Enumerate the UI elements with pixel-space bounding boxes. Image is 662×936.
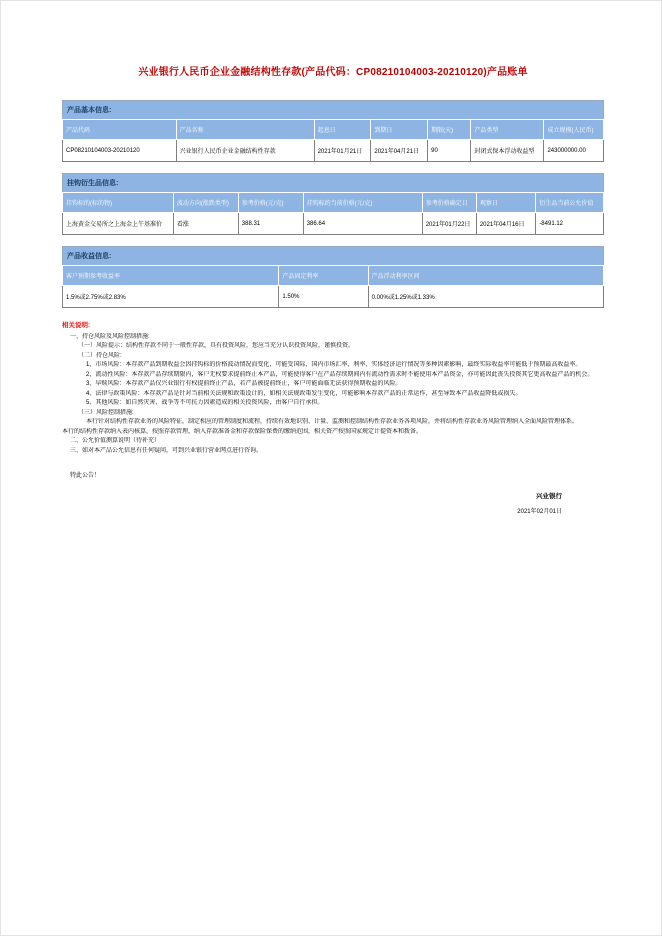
cell-maturity-date: 2021年04月21日 [371, 140, 428, 162]
derivative-info-section [62, 173, 604, 235]
cell-product-type: 封闭式保本浮动收益型 [471, 140, 544, 162]
column-header-current-price: 挂钩标的当前价格(元/克) [303, 193, 422, 213]
cell-expected-yield: 1.5%或2.75%或2.83% [63, 286, 279, 308]
note-line: 1、市场风险：本存款产品到期收益会因挂钩标的价格波动情况而变化，可能受国际、国内市场汇率、利率、实体经济运行情况等多种因素影响，最终实际收益率可能低于预期最高收益率。 [86, 362, 582, 369]
column-header-observation-date: 观察日 [476, 193, 536, 213]
basic-info-section [62, 100, 604, 162]
basic-info-section-header: 产品基本信息: [62, 100, 604, 119]
cell-current-price: 386.64 [303, 213, 422, 235]
cell-observation-date: 2021年04月16日 [476, 213, 536, 235]
note-line: 三、如对本产品公允信息有任何疑问，可到兴业银行营业网点进行咨询。 [70, 447, 263, 454]
note-line: 本行针对结构性存款业务的风险特征，制定相应的管理制度和流程，持续有效地识别、计量、监测和控制结构性存款业务各项风险，并将结构性存款业务风险管理纳入全面风险管理体系。 [86, 419, 579, 426]
cell-floating-range: 0.00%或1.25%或1.33% [368, 286, 603, 308]
column-header-reference-price: 参考价格(元/克) [238, 193, 303, 213]
column-header-fair-value: 衍生品当前公允价值 [536, 193, 604, 213]
cell-reference-price: 388.31 [238, 213, 303, 235]
bank-name: 兴业银行 [536, 493, 562, 501]
basic-info-data-row [63, 140, 604, 162]
page-title: 兴业银行人民币企业金融结构性存款(产品代码：CP08210104003-20210120)产品账单 [138, 67, 528, 78]
income-info-table [62, 265, 604, 308]
column-header-product-code: 产品代码 [63, 120, 177, 140]
income-info-data-row [63, 286, 604, 308]
note-line: 4、法律与政策风险：本存款产品是针对当前相关法规和政策设计的，如相关法规政策发生变化，可能影响本存款产品的正常运作，甚至导致本产品收益降低或损失。 [86, 390, 522, 397]
cell-price-fixing-date: 2021年01月22日 [422, 213, 476, 235]
column-header-floating-range: 产品浮动利率区间 [368, 266, 603, 286]
note-line: 本行的结构性存款纳入表内核算，按照存款管理，纳入存款准备金和存款保险保费的缴纳范围，相关资产按照国家规定计提资本和拨备。 [62, 428, 423, 435]
column-header-price-fixing-date: 参考价格确定日 [422, 193, 476, 213]
basic-info-table [62, 119, 604, 162]
column-header-fixed-rate: 产品固定利率 [279, 266, 368, 286]
cell-term-days: 90 [428, 140, 471, 162]
derivative-info-header-row [63, 193, 604, 213]
note-line: 一、持仓风险及风险控制措施: [70, 334, 150, 340]
column-header-scale: 成立规模(人民币) [544, 120, 604, 140]
notes-section [62, 320, 604, 456]
cell-value-date: 2021年01月21日 [314, 140, 371, 162]
income-info-section [62, 246, 604, 308]
closing-line: 特此公告！ [70, 473, 101, 480]
income-info-header-row [63, 266, 604, 286]
note-line: 5、其他风险：如自然灾害、战争等不可抗力因素造成的相关投资风险，由客户自行承担。 [86, 400, 324, 407]
statement-date: 2021年02月01日 [517, 509, 562, 516]
signature-block [62, 491, 604, 515]
column-header-term-days: 期限(天) [428, 120, 471, 140]
income-info-section-header: 产品收益信息: [62, 246, 604, 265]
note-line: （一）风险提示：结构性存款不同于一般性存款，具有投资风险，您应当充分认识投资风险，谨慎投资。 [78, 343, 355, 350]
column-header-underlying: 挂钩标的(标的物) [63, 193, 174, 213]
cell-product-code: CP08210104003-20210120 [63, 140, 177, 162]
note-line: （三）风险控制措施: [78, 409, 134, 416]
cell-underlying: 上海黄金交易所之上海金上午基准价 [63, 213, 174, 235]
cell-fixed-rate: 1.50% [279, 286, 368, 308]
notes-heading: 相关说明: [62, 322, 91, 329]
note-line: （二）持仓风险: [78, 352, 122, 359]
derivative-info-table [62, 192, 604, 235]
column-header-direction: 波动方向(涨跌类型) [173, 193, 238, 213]
basic-info-header-row [63, 120, 604, 140]
cell-product-name: 兴业银行人民币企业金融结构性存款 [176, 140, 314, 162]
note-line: 2、流动性风险：本存款产品存续期限内，客户无权要求提前终止本产品，可能使得客户在产品存续期间内有流动性需求时不能使用本产品资金，亦可能因此丧失投资其它更高收益产品的机会。 [86, 371, 594, 378]
cell-fair-value: -8491.12 [536, 213, 604, 235]
note-line: 二、公允价值测算说明（待补充） [70, 438, 161, 445]
cell-direction: 看涨 [173, 213, 238, 235]
cell-scale: 243000000.00 [544, 140, 604, 162]
column-header-product-name: 产品名称 [176, 120, 314, 140]
column-header-maturity-date: 到期日 [371, 120, 428, 140]
column-header-expected-yield: 客户预期参考收益率 [63, 266, 279, 286]
derivative-info-data-row [63, 213, 604, 235]
note-line: 3、早赎风险：本存款产品仅兴业银行有权提前终止产品，若产品被提前终止，客户可能面临无法获得预期收益的风险。 [86, 381, 402, 388]
derivative-info-section-header: 挂钩衍生品信息: [62, 173, 604, 192]
column-header-value-date: 起息日 [314, 120, 371, 140]
column-header-product-type: 产品类型 [471, 120, 544, 140]
